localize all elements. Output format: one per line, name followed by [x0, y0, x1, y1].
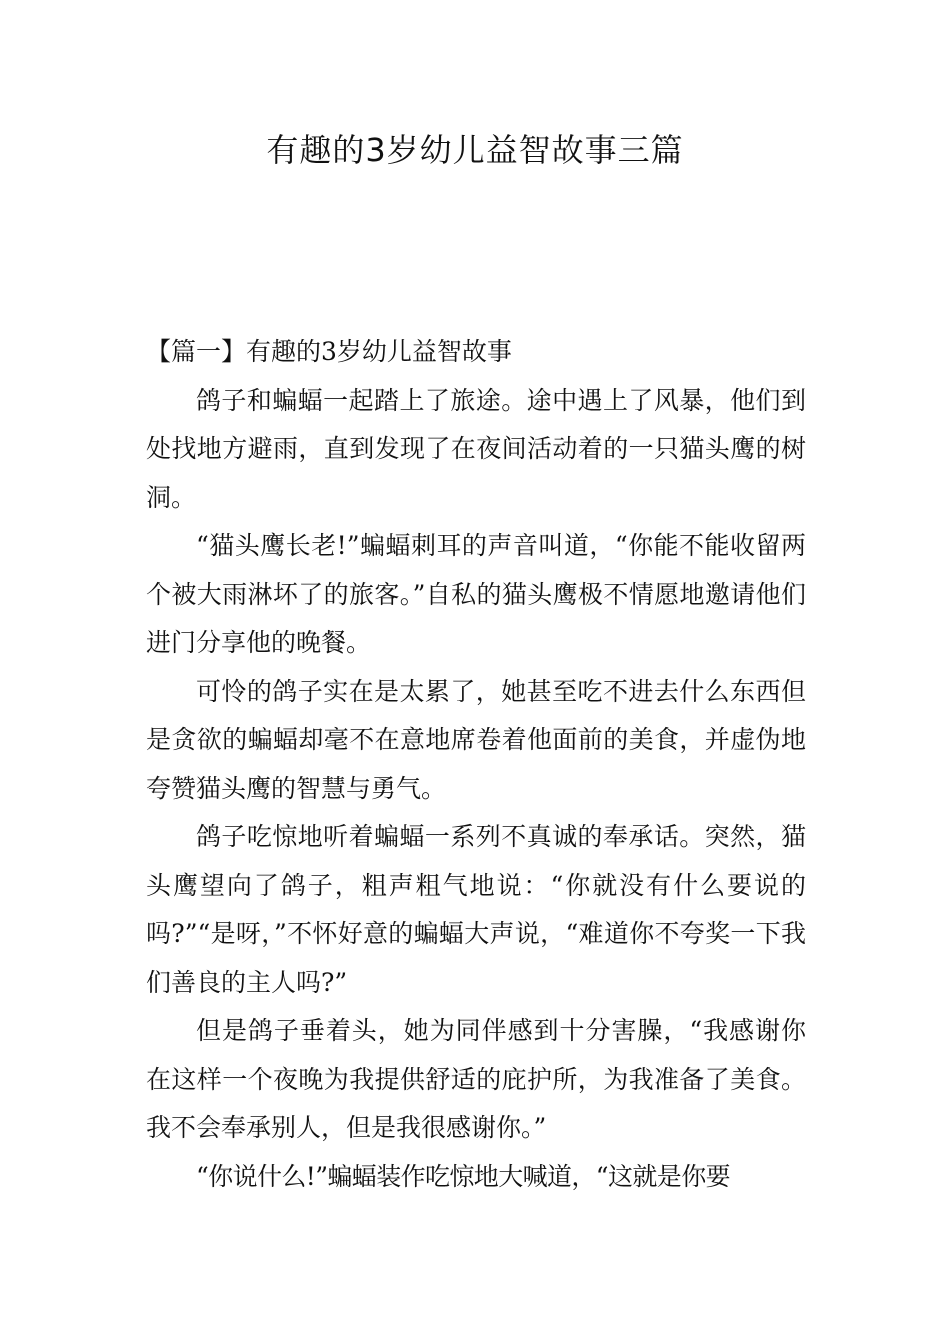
paragraph: 鸽子吃惊地听着蝙蝠一系列不真诚的奉承话。突然，猫头鹰望向了鸽子，粗声粗气地说：“你就没有什么要说的吗?”“是呀，”不怀好意的蝙蝠大声说，“难道你不夸奖一下我们善良的主人吗?” — [146, 822, 806, 997]
paragraph: 可怜的鸽子实在是太累了，她甚至吃不进去什么东西但是贪欲的蝙蝠却毫不在意地席卷着他面前的美食，并虚伪地夸赞猫头鹰的智慧与勇气。 — [146, 676, 806, 803]
paragraph: “你说什么!”蝙蝠装作吃惊地大喊道，“这就是你要 — [196, 1161, 730, 1191]
section-heading: 【篇一】有趣的3岁幼儿益智故事 — [146, 337, 512, 366]
paragraph: 但是鸽子垂着头，她为同伴感到十分害臊，“我感谢你在这样一个夜晚为我提供舒适的庇护所，为我准备了美食。我不会奉承别人，但是我很感谢你。” — [146, 1016, 806, 1142]
document-title: 有趣的3岁幼儿益智故事三篇 — [266, 131, 684, 169]
document-body — [146, 328, 806, 1201]
paragraph: “猫头鹰长老!”蝙蝠刺耳的声音叫道，“你能不能收留两个被大雨淋坏了的旅客。”自私的猫头鹰极不情愿地邀请他们进门分享他的晚餐。 — [146, 531, 806, 657]
paragraph: 鸽子和蝙蝠一起踏上了旅途。途中遇上了风暴，他们到处找地方避雨，直到发现了在夜间活动着的一只猫头鹰的树洞。 — [146, 385, 806, 512]
